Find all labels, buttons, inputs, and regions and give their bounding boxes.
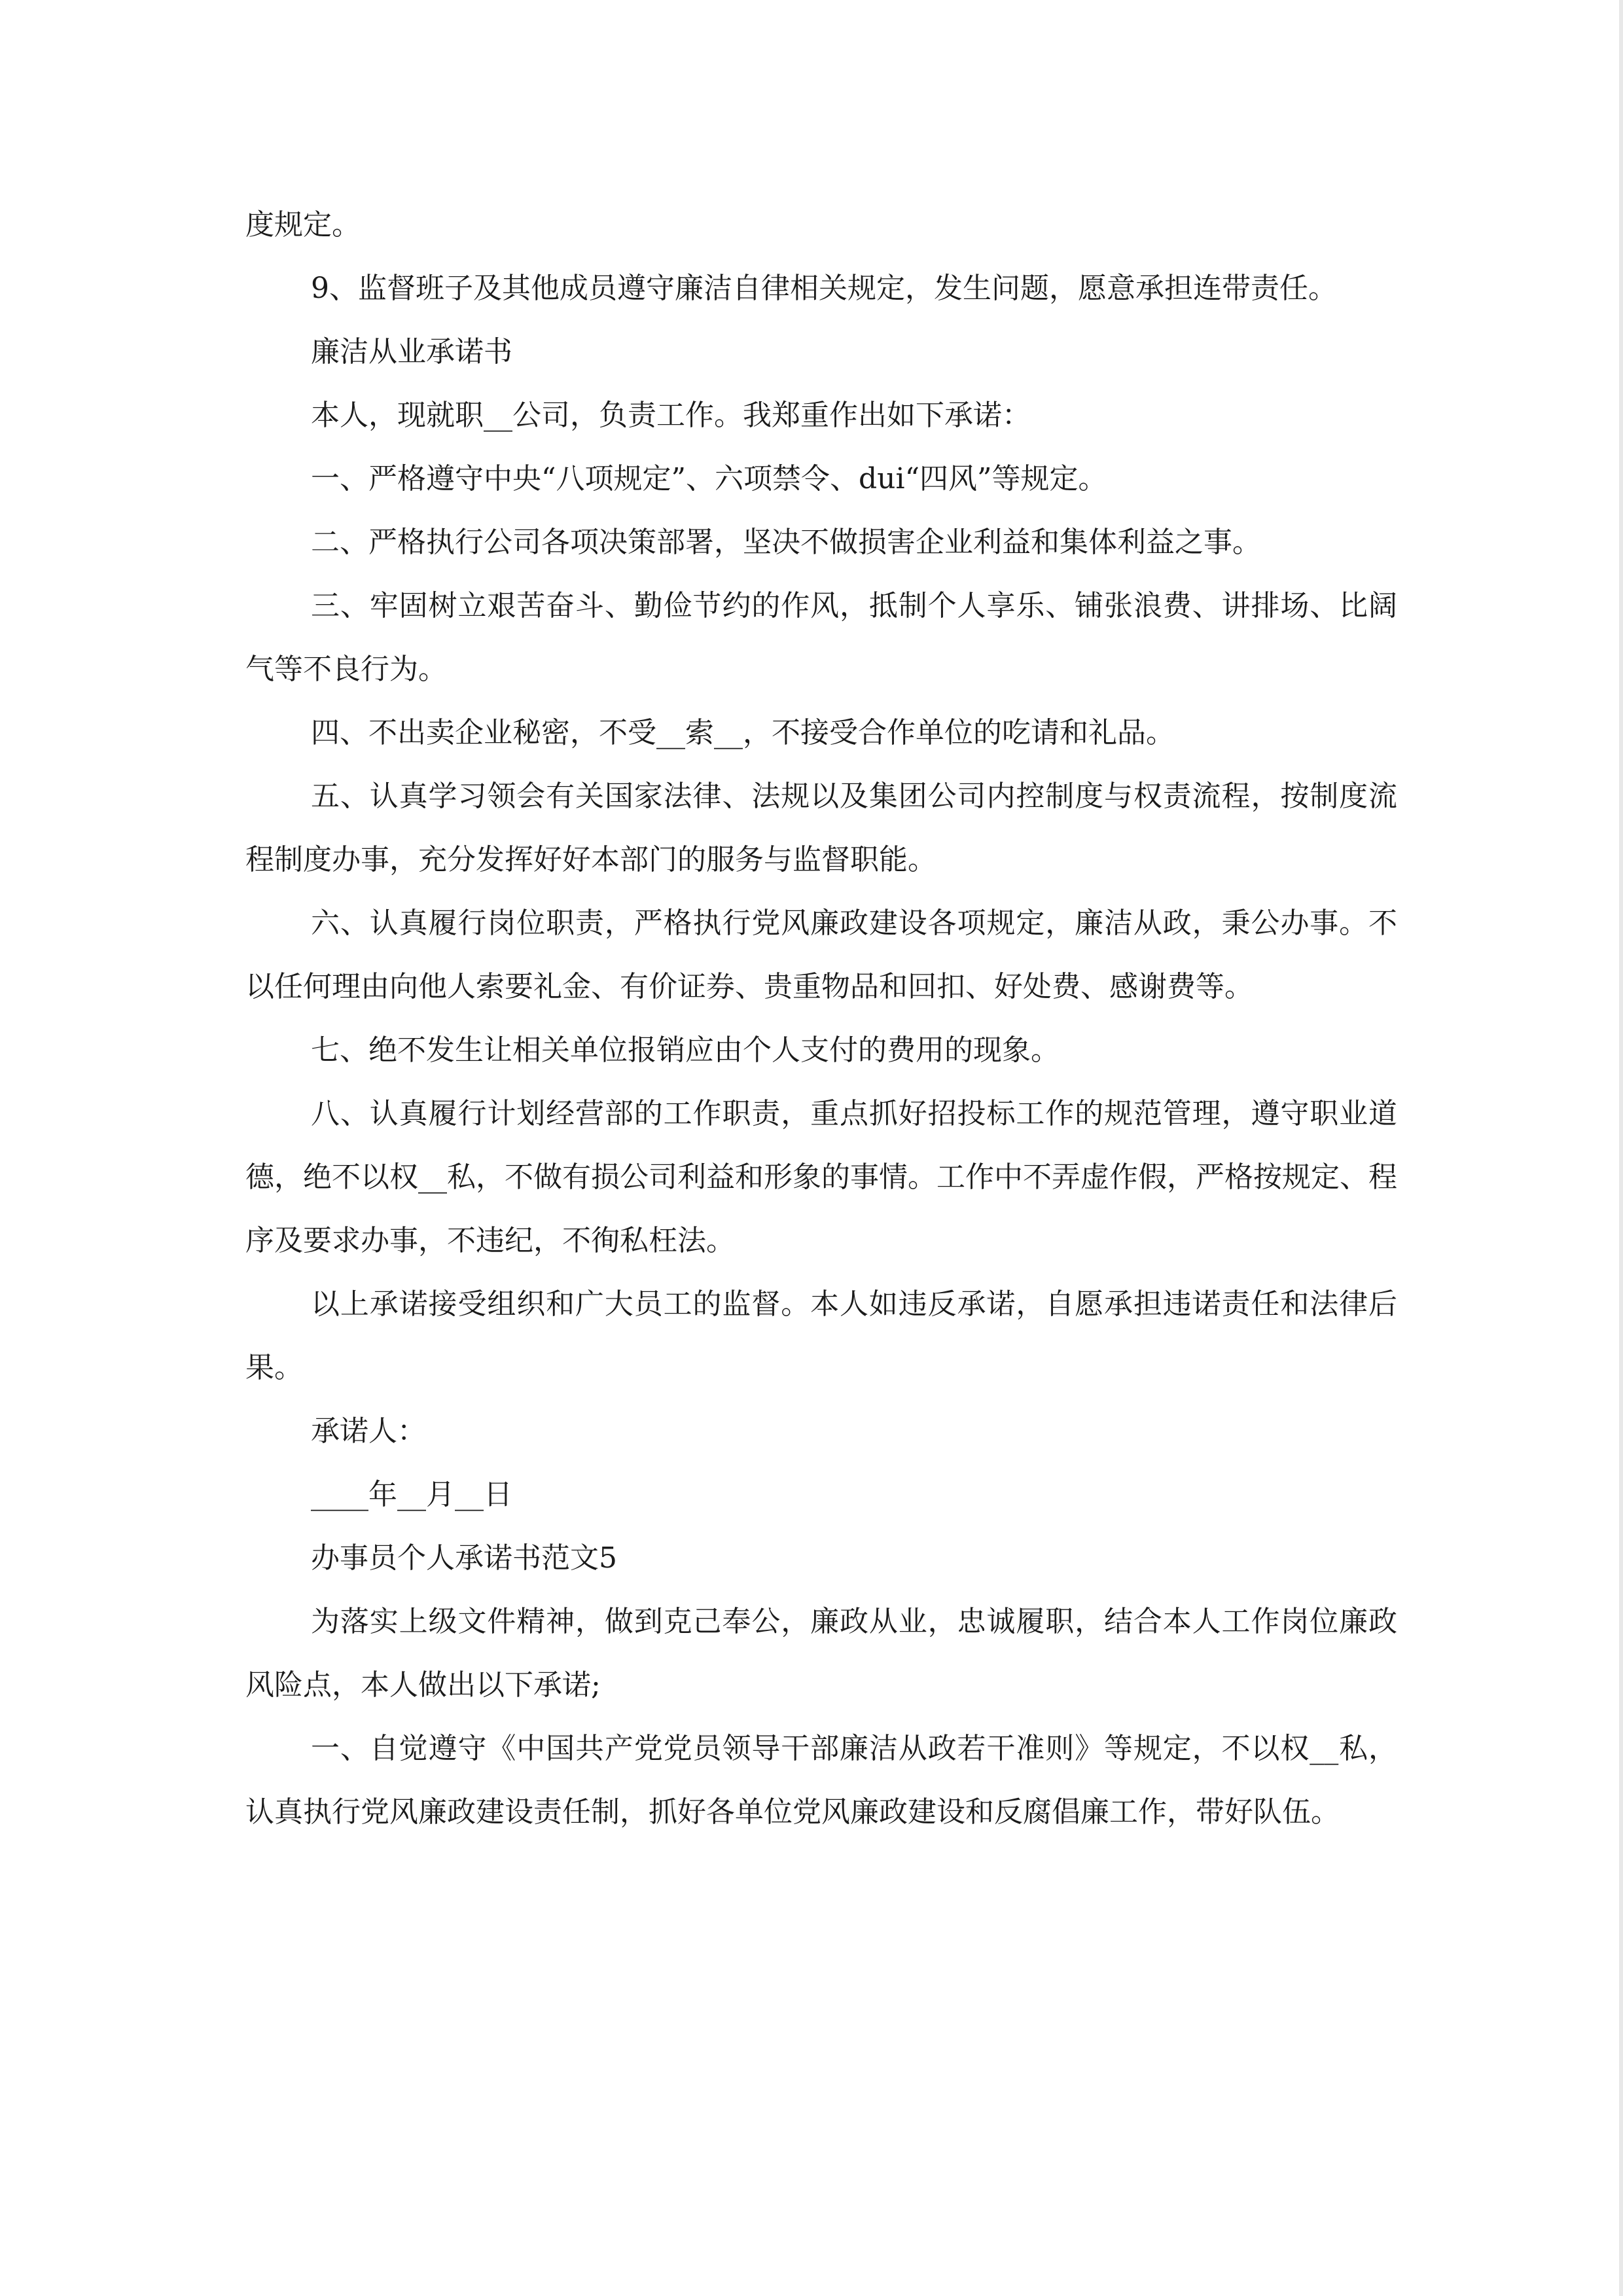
- commitment-item: 二、严格执行公司各项决策部署，坚决不做损害企业利益和集体利益之事。: [311, 526, 1261, 559]
- commitment-item: 四、不出卖企业秘密，不受__索__，不接受合作单位的吃请和礼品。: [311, 716, 1175, 749]
- section-title: 廉洁从业承诺书: [311, 335, 512, 368]
- paragraph: 以上承诺接受组织和广大员工的监督。本人如违反承诺，自愿承担违诺责任和法律后果。: [245, 1287, 1397, 1384]
- paragraph: 本人，现就职__公司，负责工作。我郑重作出如下承诺：: [311, 399, 1031, 432]
- signature-label: 承诺人：: [311, 1414, 426, 1448]
- commitment-item: 三、牢固树立艰苦奋斗、勤俭节约的作风，抵制个人享乐、铺张浪费、讲排场、比阔气等不良行为。: [245, 589, 1397, 686]
- commitment-item: 八、认真履行计划经营部的工作职责，重点抓好招投标工作的规范管理，遵守职业道德，绝不以权__私，不做有损公司利益和形象的事情。工作中不弄虚作假，严格按规定、程序及要求办事，不违纪，不徇私枉法。: [245, 1097, 1397, 1257]
- date-line: ____年__月__日: [311, 1478, 512, 1511]
- section-title: 办事员个人承诺书范文5: [311, 1541, 617, 1575]
- commitment-item: 六、认真履行岗位职责，严格执行党风廉政建设各项规定，廉洁从政，秉公办事。不以任何理由向他人索要礼金、有价证券、贵重物品和回扣、好处费、感谢费等。: [245, 906, 1397, 1003]
- paragraph: 度规定。: [245, 208, 361, 242]
- commitment-item: 五、认真学习领会有关国家法律、法规以及集团公司内控制度与权责流程，按制度流程制度办事，充分发挥好好本部门的服务与监督职能。: [245, 780, 1397, 876]
- paragraph: 9、监督班子及其他成员遵守廉洁自律相关规定，发生问题，愿意承担连带责任。: [311, 272, 1337, 305]
- document-body: [245, 193, 1397, 1844]
- commitment-item: 七、绝不发生让相关单位报销应由个人支付的费用的现象。: [311, 1033, 1060, 1067]
- commitment-item: 一、严格遵守中央“八项规定”、六项禁令、dui“四风”等规定。: [311, 462, 1107, 495]
- paragraph: 为落实上级文件精神，做到克己奉公，廉政从业，忠诚履职，结合本人工作岗位廉政风险点，本人做出以下承诺;: [245, 1605, 1397, 1702]
- scan-edge: [1619, 0, 1623, 2296]
- commitment-item: 一、自觉遵守《中国共产党党员领导干部廉洁从政若干准则》等规定，不以权__私，认真执行党风廉政建设责任制，抓好各单位党风廉政建设和反腐倡廉工作，带好队伍。: [245, 1732, 1397, 1829]
